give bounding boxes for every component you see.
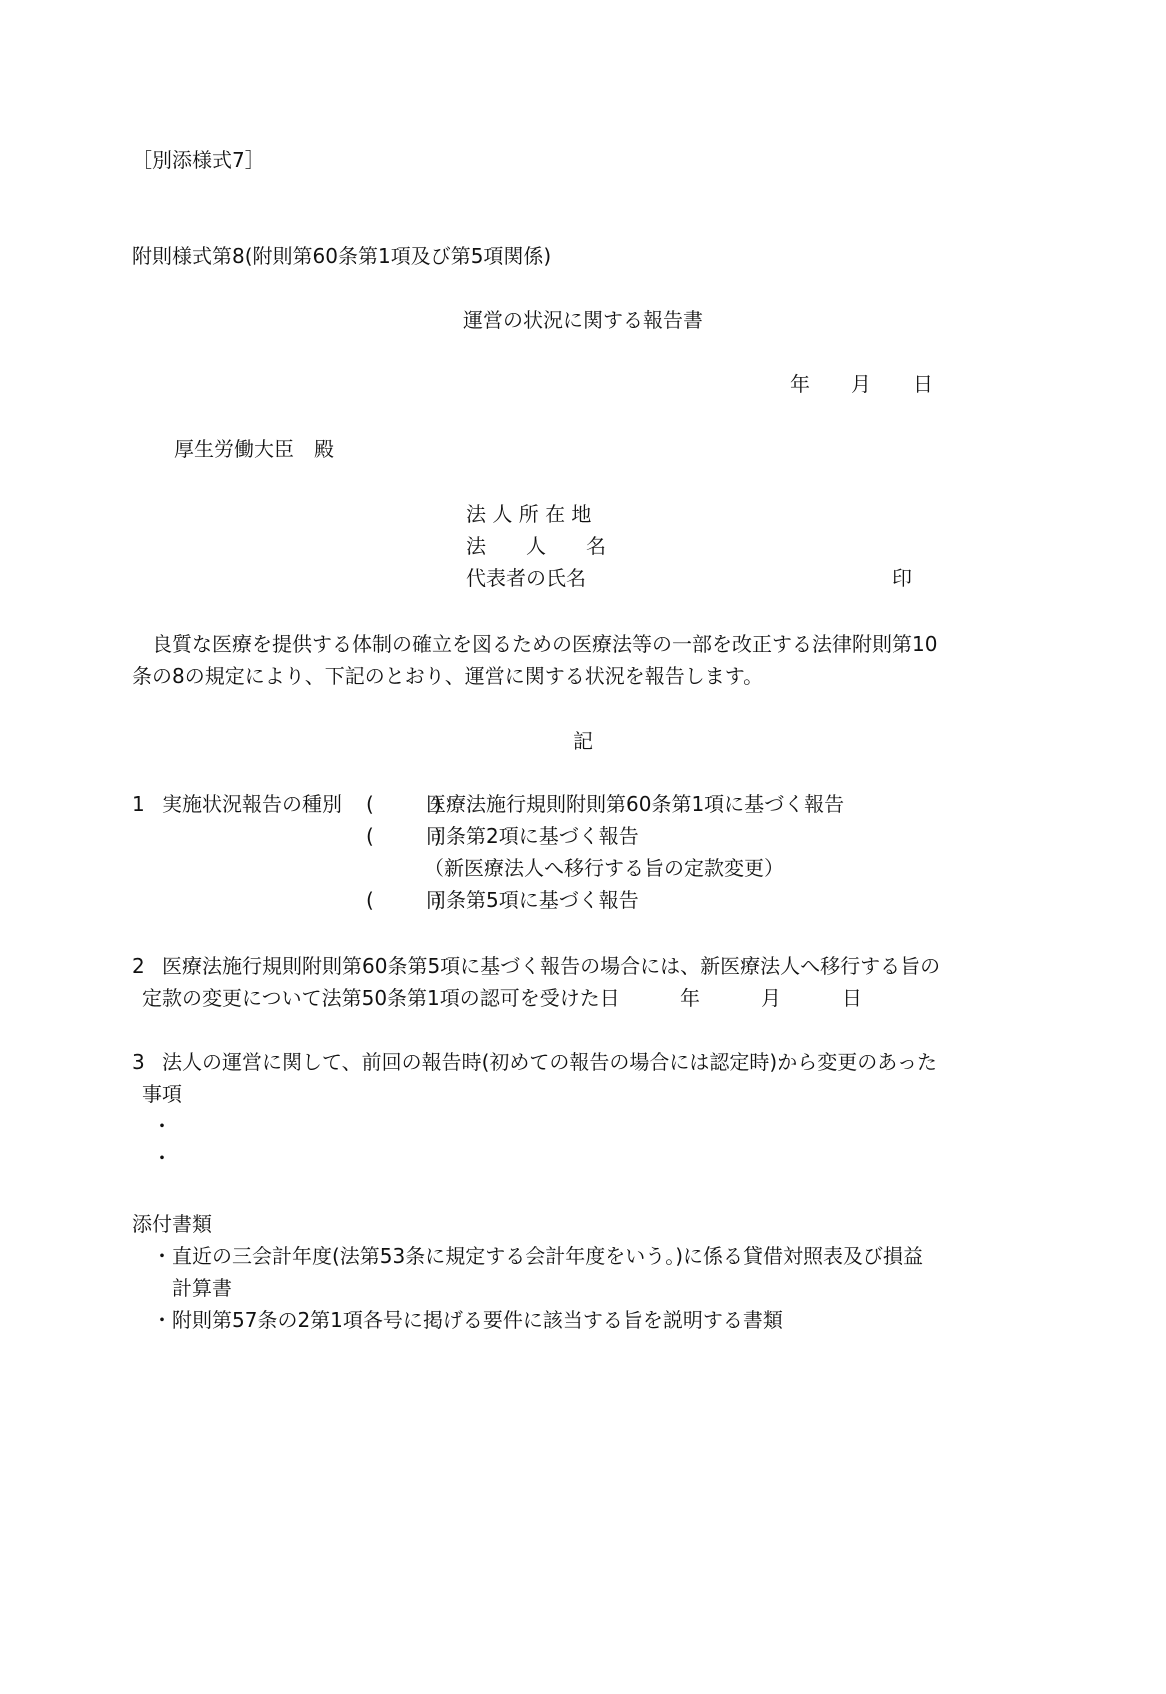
item2-number: 2 (132, 954, 145, 978)
item3-line-2: 事項 (142, 1082, 182, 1106)
date-month: 月 (851, 372, 871, 396)
attachments-heading: 添付書類 (132, 1212, 212, 1236)
item1-option2-text: 同条第2項に基づく報告 (426, 824, 639, 848)
item2-line-1: 医療法施行規則附則第60条第5項に基づく報告の場合には、新医療法人へ移行する旨の (162, 954, 941, 978)
item1-option3-checkbox: ( ) (366, 888, 442, 912)
item2-day: 日 (842, 986, 862, 1010)
seal-mark: 印 (892, 566, 912, 590)
item2-year: 年 (680, 986, 700, 1010)
ki-heading: 記 (573, 729, 593, 753)
date-day: 日 (913, 372, 933, 396)
item1-option1-text: 医療法施行規則附則第60条第1項に基づく報告 (426, 792, 845, 816)
item1-option2-note: （新医療法人へ移行する旨の定款変更） (424, 856, 784, 880)
address-label: 法 人 所 在 地 (466, 502, 592, 526)
intro-line-1: 良質な医療を提供する体制の確立を図るための医療法等の一部を改正する法律附則第10 (132, 632, 938, 656)
representative-label: 代表者の氏名 (466, 566, 586, 590)
attachment-item1-line-2: 計算書 (172, 1276, 232, 1300)
item1-label: 実施状況報告の種別 (162, 792, 342, 816)
item3-line-1: 法人の運営に関して、前回の報告時(初めての報告の場合には認定時)から変更のあった (162, 1050, 938, 1074)
item1-option2-checkbox: ( ) (366, 824, 442, 848)
date-year: 年 (790, 372, 810, 396)
attachment-label: ［別添様式7］ (132, 148, 265, 172)
item3-bullet-1: ・ (152, 1114, 172, 1138)
addressee: 厚生労働大臣 殿 (174, 437, 334, 461)
attachment-item2: ・附則第57条の2第1項各号に掲げる要件に該当する旨を説明する書類 (152, 1308, 783, 1332)
attachment-item1-line-1: ・直近の三会計年度(法第53条に規定する会計年度をいう。)に係る貸借対照表及び損益 (152, 1244, 924, 1268)
item3-number: 3 (132, 1050, 145, 1074)
document-title: 運営の状況に関する報告書 (463, 308, 703, 332)
item3-bullet-2: ・ (152, 1146, 172, 1170)
item2-line-2: 定款の変更について法第50条第1項の認可を受けた日 (142, 986, 620, 1010)
intro-line-2: 条の8の規定により、下記のとおり、運営に関する状況を報告します。 (132, 664, 764, 688)
item1-number: 1 (132, 792, 145, 816)
item1-option1-checkbox: ( ) (366, 792, 442, 816)
name-label: 法 人 名 (466, 534, 606, 558)
item2-month: 月 (761, 986, 781, 1010)
item1-option3-text: 同条第5項に基づく報告 (426, 888, 639, 912)
form-reference: 附則様式第8(附則第60条第1項及び第5項関係) (132, 244, 552, 268)
